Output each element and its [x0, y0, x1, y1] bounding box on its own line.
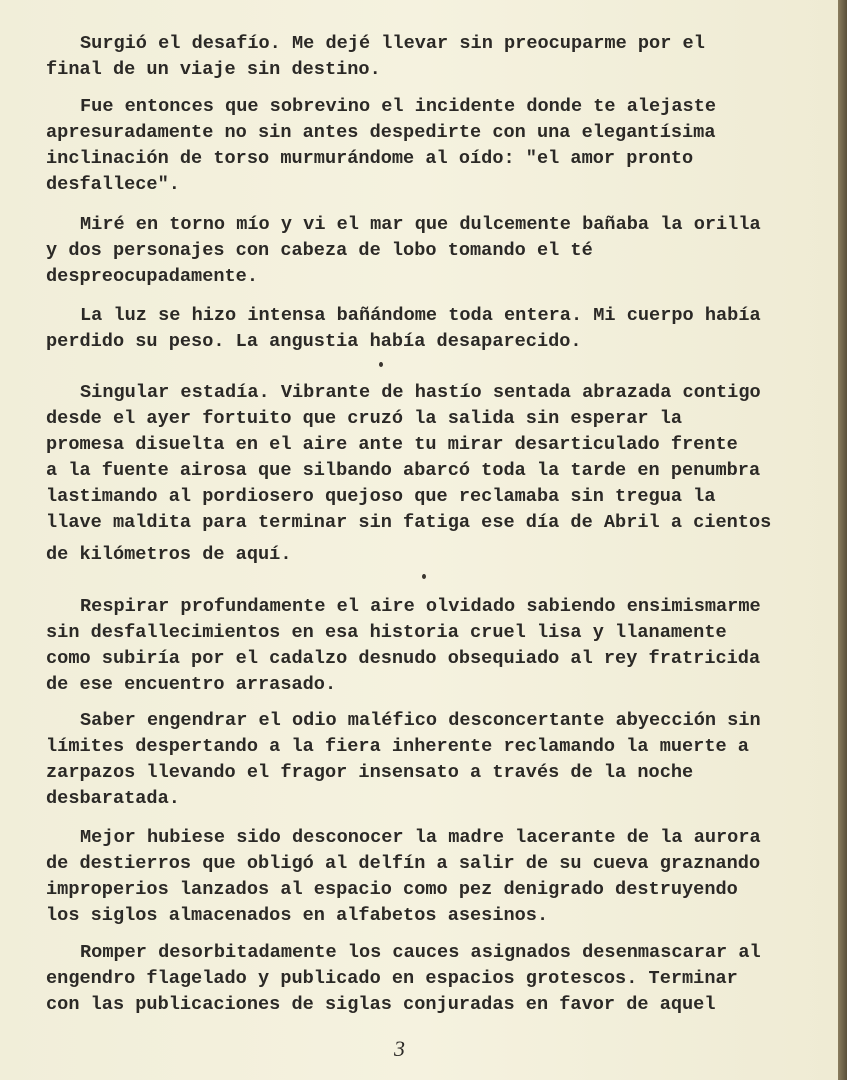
text-line: de ese encuentro arrasado.: [46, 674, 337, 695]
text-line: lastimando al pordiosero quejoso que reclamaba sin tregua la: [46, 486, 716, 507]
text-line: como subiría por el cadalzo desnudo obsequiado al rey fratricida: [46, 648, 761, 669]
text-line: perdido su peso. La angustia había desaparecido.: [46, 331, 582, 352]
text-line: Miré en torno mío y vi el mar que dulcemente bañaba la orilla: [80, 214, 761, 235]
text-line: Mejor hubiese sido desconocer la madre lacerante de la aurora: [80, 827, 761, 848]
text-line: despreocupadamente.: [46, 266, 259, 287]
text-line: desde el ayer fortuito que cruzó la salida sin esperar la: [46, 408, 683, 429]
text-line: llave maldita para terminar sin fatiga ese día de Abril a cientos: [46, 512, 772, 533]
text-line: improperios lanzados al espacio como pez denigrado destruyendo: [46, 879, 738, 900]
text-line: apresuradamente no sin antes despedirte con una elegantísima: [46, 122, 716, 143]
text-line: de kilómetros de aquí.: [46, 544, 292, 565]
text-line: y dos personajes con cabeza de lobo tomando el té: [46, 240, 593, 261]
text-line: sin desfallecimientos en esa historia cruel lisa y llanamente: [46, 622, 727, 643]
page-number: 3: [394, 1036, 405, 1061]
text-line: Surgió el desafío. Me dejé llevar sin preocuparme por el: [80, 33, 705, 54]
text-line: Respirar profundamente el aire olvidado sabiendo ensimismarme: [80, 596, 761, 617]
text-line: zarpazos llevando el fragor insensato a través de la noche: [46, 762, 694, 783]
text-line: Saber engendrar el odio maléfico desconcertante abyección sin: [80, 710, 761, 731]
text-line: La luz se hizo intensa bañándome toda entera. Mi cuerpo había: [80, 305, 761, 326]
text-line: desbaratada.: [46, 788, 180, 809]
text-line: con las publicaciones de siglas conjuradas en favor de aquel: [46, 994, 716, 1015]
text-line: final de un viaje sin destino.: [46, 59, 381, 80]
text-line: inclinación de torso murmurándome al oído: "el amor pronto: [46, 148, 694, 169]
text-line: Romper desorbitadamente los cauces asignados desenmascarar al: [80, 942, 761, 963]
text-line: de destierros que obligó al delfín a salir de su cueva graznando: [46, 853, 761, 874]
separator-dot: [379, 362, 383, 367]
text-line: Fue entonces que sobrevino el incidente donde te alejaste: [80, 96, 717, 117]
text-line: los siglos almacenados en alfabetos asesinos.: [46, 905, 549, 926]
text-line: desfallece".: [46, 174, 180, 195]
binding-edge: [838, 0, 847, 1080]
text-line: promesa disuelta en el aire ante tu mirar desarticulado frente: [46, 434, 738, 455]
text-line: engendro flagelado y publicado en espacios grotescos. Terminar: [46, 968, 738, 989]
text-line: límites despertando a la fiera inherente reclamando la muerte a: [46, 736, 749, 757]
text-line: a la fuente airosa que silbando abarcó toda la tarde en penumbra: [46, 460, 761, 481]
text-line: Singular estadía. Vibrante de hastío sentada abrazada contigo: [80, 382, 761, 403]
separator-dot: [422, 574, 426, 579]
